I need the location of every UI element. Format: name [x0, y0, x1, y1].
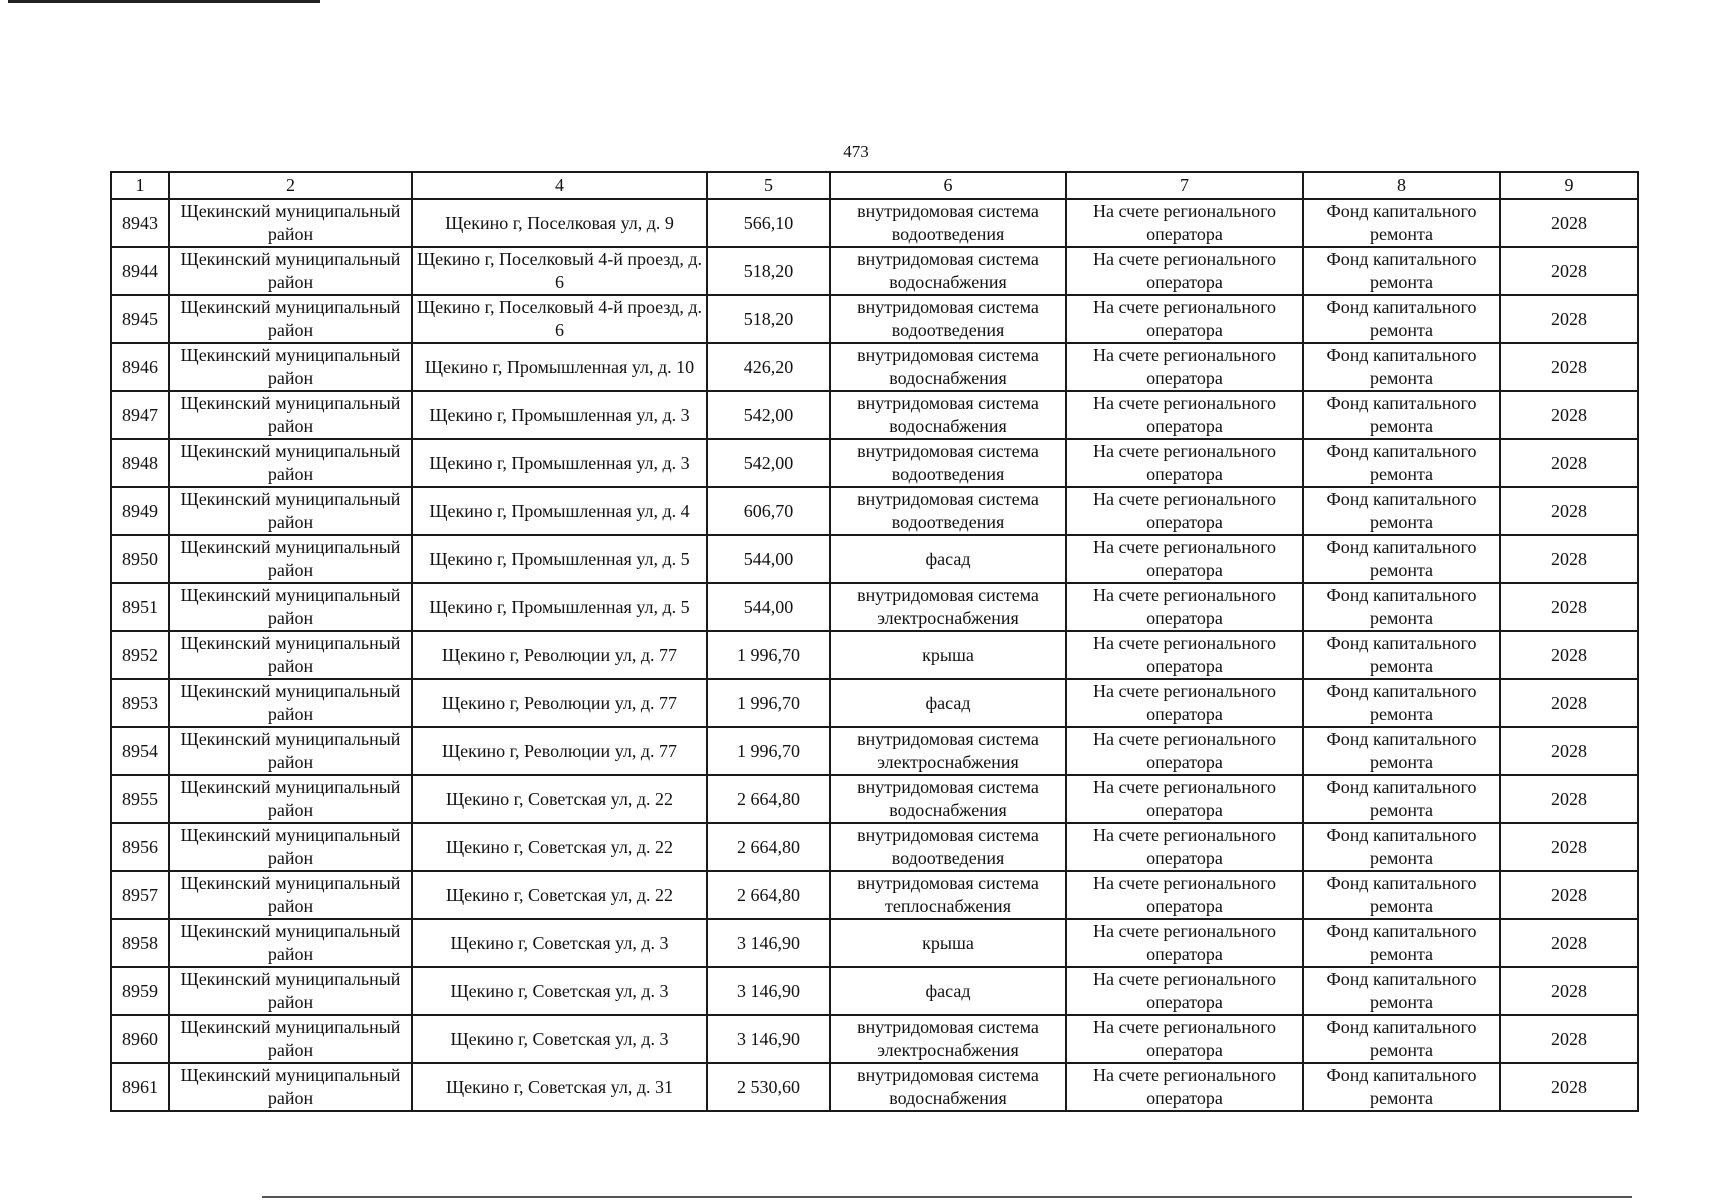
district-cell: Щекинский муниципальный район: [169, 247, 412, 295]
area-cell: 2 530,60: [707, 1063, 830, 1111]
row-number-cell: 8956: [111, 823, 169, 871]
table-row: [111, 199, 1638, 247]
header-cell-5: 5: [707, 172, 830, 199]
fund-cell: Фонд капитального ремонта: [1303, 631, 1500, 679]
table-row: [111, 583, 1638, 631]
address-cell: Щекино г, Промышленная ул, д. 3: [412, 391, 707, 439]
row-number-cell: 8948: [111, 439, 169, 487]
account-cell: На счете регионального оператора: [1066, 967, 1303, 1015]
year-cell: 2028: [1500, 871, 1638, 919]
row-number-cell: 8954: [111, 727, 169, 775]
area-cell: 1 996,70: [707, 679, 830, 727]
header-cell-1: 1: [111, 172, 169, 199]
year-cell: 2028: [1500, 343, 1638, 391]
area-cell: 544,00: [707, 535, 830, 583]
element-cell: фасад: [830, 967, 1066, 1015]
row-number-cell: 8944: [111, 247, 169, 295]
page-number: 473: [843, 142, 869, 161]
table-row: [111, 247, 1638, 295]
header-cell-6: 6: [830, 172, 1066, 199]
element-cell: внутридомовая система водоснабжения: [830, 1063, 1066, 1111]
header-cell-2: 2: [169, 172, 412, 199]
table-row: [111, 679, 1638, 727]
district-cell: Щекинский муниципальный район: [169, 535, 412, 583]
area-cell: 542,00: [707, 391, 830, 439]
account-cell: На счете регионального оператора: [1066, 679, 1303, 727]
row-number-cell: 8947: [111, 391, 169, 439]
element-cell: крыша: [830, 919, 1066, 967]
element-cell: внутридомовая система электроснабжения: [830, 583, 1066, 631]
district-cell: Щекинский муниципальный район: [169, 631, 412, 679]
fund-cell: Фонд капитального ремонта: [1303, 1015, 1500, 1063]
row-number-cell: 8950: [111, 535, 169, 583]
fund-cell: Фонд капитального ремонта: [1303, 1063, 1500, 1111]
year-cell: 2028: [1500, 247, 1638, 295]
row-number-cell: 8943: [111, 199, 169, 247]
row-number-cell: 8952: [111, 631, 169, 679]
row-number-cell: 8957: [111, 871, 169, 919]
fund-cell: Фонд капитального ремонта: [1303, 247, 1500, 295]
district-cell: Щекинский муниципальный район: [169, 775, 412, 823]
year-cell: 2028: [1500, 679, 1638, 727]
address-cell: Щекино г, Советская ул, д. 3: [412, 967, 707, 1015]
area-cell: 426,20: [707, 343, 830, 391]
district-cell: Щекинский муниципальный район: [169, 679, 412, 727]
district-cell: Щекинский муниципальный район: [169, 343, 412, 391]
account-cell: На счете регионального оператора: [1066, 343, 1303, 391]
fund-cell: Фонд капитального ремонта: [1303, 199, 1500, 247]
table-row: [111, 1063, 1638, 1111]
fund-cell: Фонд капитального ремонта: [1303, 439, 1500, 487]
table-header: [111, 172, 1638, 199]
address-cell: Щекино г, Советская ул, д. 22: [412, 871, 707, 919]
address-cell: Щекино г, Революции ул, д. 77: [412, 727, 707, 775]
account-cell: На счете регионального оператора: [1066, 199, 1303, 247]
row-number-cell: 8946: [111, 343, 169, 391]
account-cell: На счете регионального оператора: [1066, 631, 1303, 679]
fund-cell: Фонд капитального ремонта: [1303, 391, 1500, 439]
year-cell: 2028: [1500, 727, 1638, 775]
element-cell: внутридомовая система водоотведения: [830, 823, 1066, 871]
address-cell: Щекино г, Промышленная ул, д. 4: [412, 487, 707, 535]
district-cell: Щекинский муниципальный район: [169, 487, 412, 535]
header-cell-9: 9: [1500, 172, 1638, 199]
row-number-cell: 8961: [111, 1063, 169, 1111]
account-cell: На счете регионального оператора: [1066, 871, 1303, 919]
account-cell: На счете регионального оператора: [1066, 535, 1303, 583]
district-cell: Щекинский муниципальный район: [169, 1015, 412, 1063]
header-row: [111, 172, 1638, 199]
district-cell: Щекинский муниципальный район: [169, 1063, 412, 1111]
element-cell: внутридомовая система электроснабжения: [830, 727, 1066, 775]
year-cell: 2028: [1500, 535, 1638, 583]
fund-cell: Фонд капитального ремонта: [1303, 679, 1500, 727]
address-cell: Щекино г, Поселковый 4-й проезд, д. 6: [412, 247, 707, 295]
account-cell: На счете регионального оператора: [1066, 247, 1303, 295]
row-number-cell: 8951: [111, 583, 169, 631]
address-cell: Щекино г, Советская ул, д. 22: [412, 775, 707, 823]
area-cell: 518,20: [707, 247, 830, 295]
account-cell: На счете регионального оператора: [1066, 919, 1303, 967]
account-cell: На счете регионального оператора: [1066, 775, 1303, 823]
account-cell: На счете регионального оператора: [1066, 487, 1303, 535]
address-cell: Щекино г, Промышленная ул, д. 5: [412, 535, 707, 583]
district-cell: Щекинский муниципальный район: [169, 199, 412, 247]
fund-cell: Фонд капитального ремонта: [1303, 967, 1500, 1015]
row-number-cell: 8958: [111, 919, 169, 967]
fund-cell: Фонд капитального ремонта: [1303, 871, 1500, 919]
table-body: [111, 199, 1638, 1111]
element-cell: крыша: [830, 631, 1066, 679]
table-row: [111, 487, 1638, 535]
element-cell: внутридомовая система водоснабжения: [830, 343, 1066, 391]
address-cell: Щекино г, Советская ул, д. 22: [412, 823, 707, 871]
header-cell-4: 4: [412, 172, 707, 199]
account-cell: На счете регионального оператора: [1066, 1015, 1303, 1063]
address-cell: Щекино г, Советская ул, д. 3: [412, 1015, 707, 1063]
address-cell: Щекино г, Промышленная ул, д. 5: [412, 583, 707, 631]
district-cell: Щекинский муниципальный район: [169, 823, 412, 871]
table-row: [111, 1015, 1638, 1063]
address-cell: Щекино г, Революции ул, д. 77: [412, 679, 707, 727]
area-cell: 3 146,90: [707, 1015, 830, 1063]
row-number-cell: 8959: [111, 967, 169, 1015]
district-cell: Щекинский муниципальный район: [169, 583, 412, 631]
account-cell: На счете регионального оператора: [1066, 583, 1303, 631]
account-cell: На счете регионального оператора: [1066, 439, 1303, 487]
address-cell: Щекино г, Советская ул, д. 31: [412, 1063, 707, 1111]
district-cell: Щекинский муниципальный район: [169, 439, 412, 487]
row-number-cell: 8945: [111, 295, 169, 343]
account-cell: На счете регионального оператора: [1066, 295, 1303, 343]
account-cell: На счете регионального оператора: [1066, 727, 1303, 775]
district-cell: Щекинский муниципальный район: [169, 871, 412, 919]
address-cell: Щекино г, Революции ул, д. 77: [412, 631, 707, 679]
account-cell: На счете регионального оператора: [1066, 1063, 1303, 1111]
address-cell: Щекино г, Поселковый 4-й проезд, д. 6: [412, 295, 707, 343]
year-cell: 2028: [1500, 391, 1638, 439]
year-cell: 2028: [1500, 967, 1638, 1015]
fund-cell: Фонд капитального ремонта: [1303, 535, 1500, 583]
year-cell: 2028: [1500, 823, 1638, 871]
table-row: [111, 775, 1638, 823]
address-cell: Щекино г, Советская ул, д. 3: [412, 919, 707, 967]
fund-cell: Фонд капитального ремонта: [1303, 775, 1500, 823]
fund-cell: Фонд капитального ремонта: [1303, 727, 1500, 775]
table-row: [111, 391, 1638, 439]
district-cell: Щекинский муниципальный район: [169, 727, 412, 775]
row-number-cell: 8953: [111, 679, 169, 727]
year-cell: 2028: [1500, 199, 1638, 247]
fund-cell: Фонд капитального ремонта: [1303, 823, 1500, 871]
fund-cell: Фонд капитального ремонта: [1303, 919, 1500, 967]
fund-cell: Фонд капитального ремонта: [1303, 583, 1500, 631]
fund-cell: Фонд капитального ремонта: [1303, 487, 1500, 535]
district-cell: Щекинский муниципальный район: [169, 967, 412, 1015]
element-cell: внутридомовая система водоотведения: [830, 487, 1066, 535]
table-row: [111, 919, 1638, 967]
area-cell: 2 664,80: [707, 823, 830, 871]
area-cell: 3 146,90: [707, 967, 830, 1015]
area-cell: 1 996,70: [707, 631, 830, 679]
fund-cell: Фонд капитального ремонта: [1303, 295, 1500, 343]
element-cell: внутридомовая система теплоснабжения: [830, 871, 1066, 919]
district-cell: Щекинский муниципальный район: [169, 295, 412, 343]
row-number-cell: 8960: [111, 1015, 169, 1063]
year-cell: 2028: [1500, 487, 1638, 535]
year-cell: 2028: [1500, 1063, 1638, 1111]
table-row: [111, 343, 1638, 391]
district-cell: Щекинский муниципальный район: [169, 919, 412, 967]
address-cell: Щекино г, Промышленная ул, д. 3: [412, 439, 707, 487]
table-row: [111, 631, 1638, 679]
element-cell: внутридомовая система водоснабжения: [830, 391, 1066, 439]
element-cell: внутридомовая система водоснабжения: [830, 775, 1066, 823]
element-cell: внутридомовая система водоотведения: [830, 295, 1066, 343]
element-cell: внутридомовая система водоотведения: [830, 199, 1066, 247]
bottom-scan-rule: [262, 1196, 1632, 1198]
element-cell: фасад: [830, 679, 1066, 727]
address-cell: Щекино г, Поселковая ул, д. 9: [412, 199, 707, 247]
year-cell: 2028: [1500, 439, 1638, 487]
capital-repair-table: [110, 171, 1639, 1112]
area-cell: 3 146,90: [707, 919, 830, 967]
area-cell: 566,10: [707, 199, 830, 247]
table-row: [111, 439, 1638, 487]
element-cell: внутридомовая система водоснабжения: [830, 247, 1066, 295]
element-cell: внутридомовая система водоотведения: [830, 439, 1066, 487]
area-cell: 2 664,80: [707, 775, 830, 823]
area-cell: 544,00: [707, 583, 830, 631]
district-cell: Щекинский муниципальный район: [169, 391, 412, 439]
year-cell: 2028: [1500, 775, 1638, 823]
year-cell: 2028: [1500, 919, 1638, 967]
account-cell: На счете регионального оператора: [1066, 391, 1303, 439]
year-cell: 2028: [1500, 295, 1638, 343]
table-row: [111, 295, 1638, 343]
row-number-cell: 8955: [111, 775, 169, 823]
area-cell: 518,20: [707, 295, 830, 343]
area-cell: 606,70: [707, 487, 830, 535]
year-cell: 2028: [1500, 583, 1638, 631]
table-row: [111, 823, 1638, 871]
table-row: [111, 967, 1638, 1015]
table-row: [111, 727, 1638, 775]
area-cell: 2 664,80: [707, 871, 830, 919]
year-cell: 2028: [1500, 631, 1638, 679]
year-cell: 2028: [1500, 1015, 1638, 1063]
top-scan-rule: [8, 0, 320, 3]
account-cell: На счете регионального оператора: [1066, 823, 1303, 871]
table-row: [111, 871, 1638, 919]
area-cell: 1 996,70: [707, 727, 830, 775]
element-cell: внутридомовая система электроснабжения: [830, 1015, 1066, 1063]
element-cell: фасад: [830, 535, 1066, 583]
table-row: [111, 535, 1638, 583]
row-number-cell: 8949: [111, 487, 169, 535]
header-cell-7: 7: [1066, 172, 1303, 199]
area-cell: 542,00: [707, 439, 830, 487]
address-cell: Щекино г, Промышленная ул, д. 10: [412, 343, 707, 391]
fund-cell: Фонд капитального ремонта: [1303, 343, 1500, 391]
header-cell-8: 8: [1303, 172, 1500, 199]
